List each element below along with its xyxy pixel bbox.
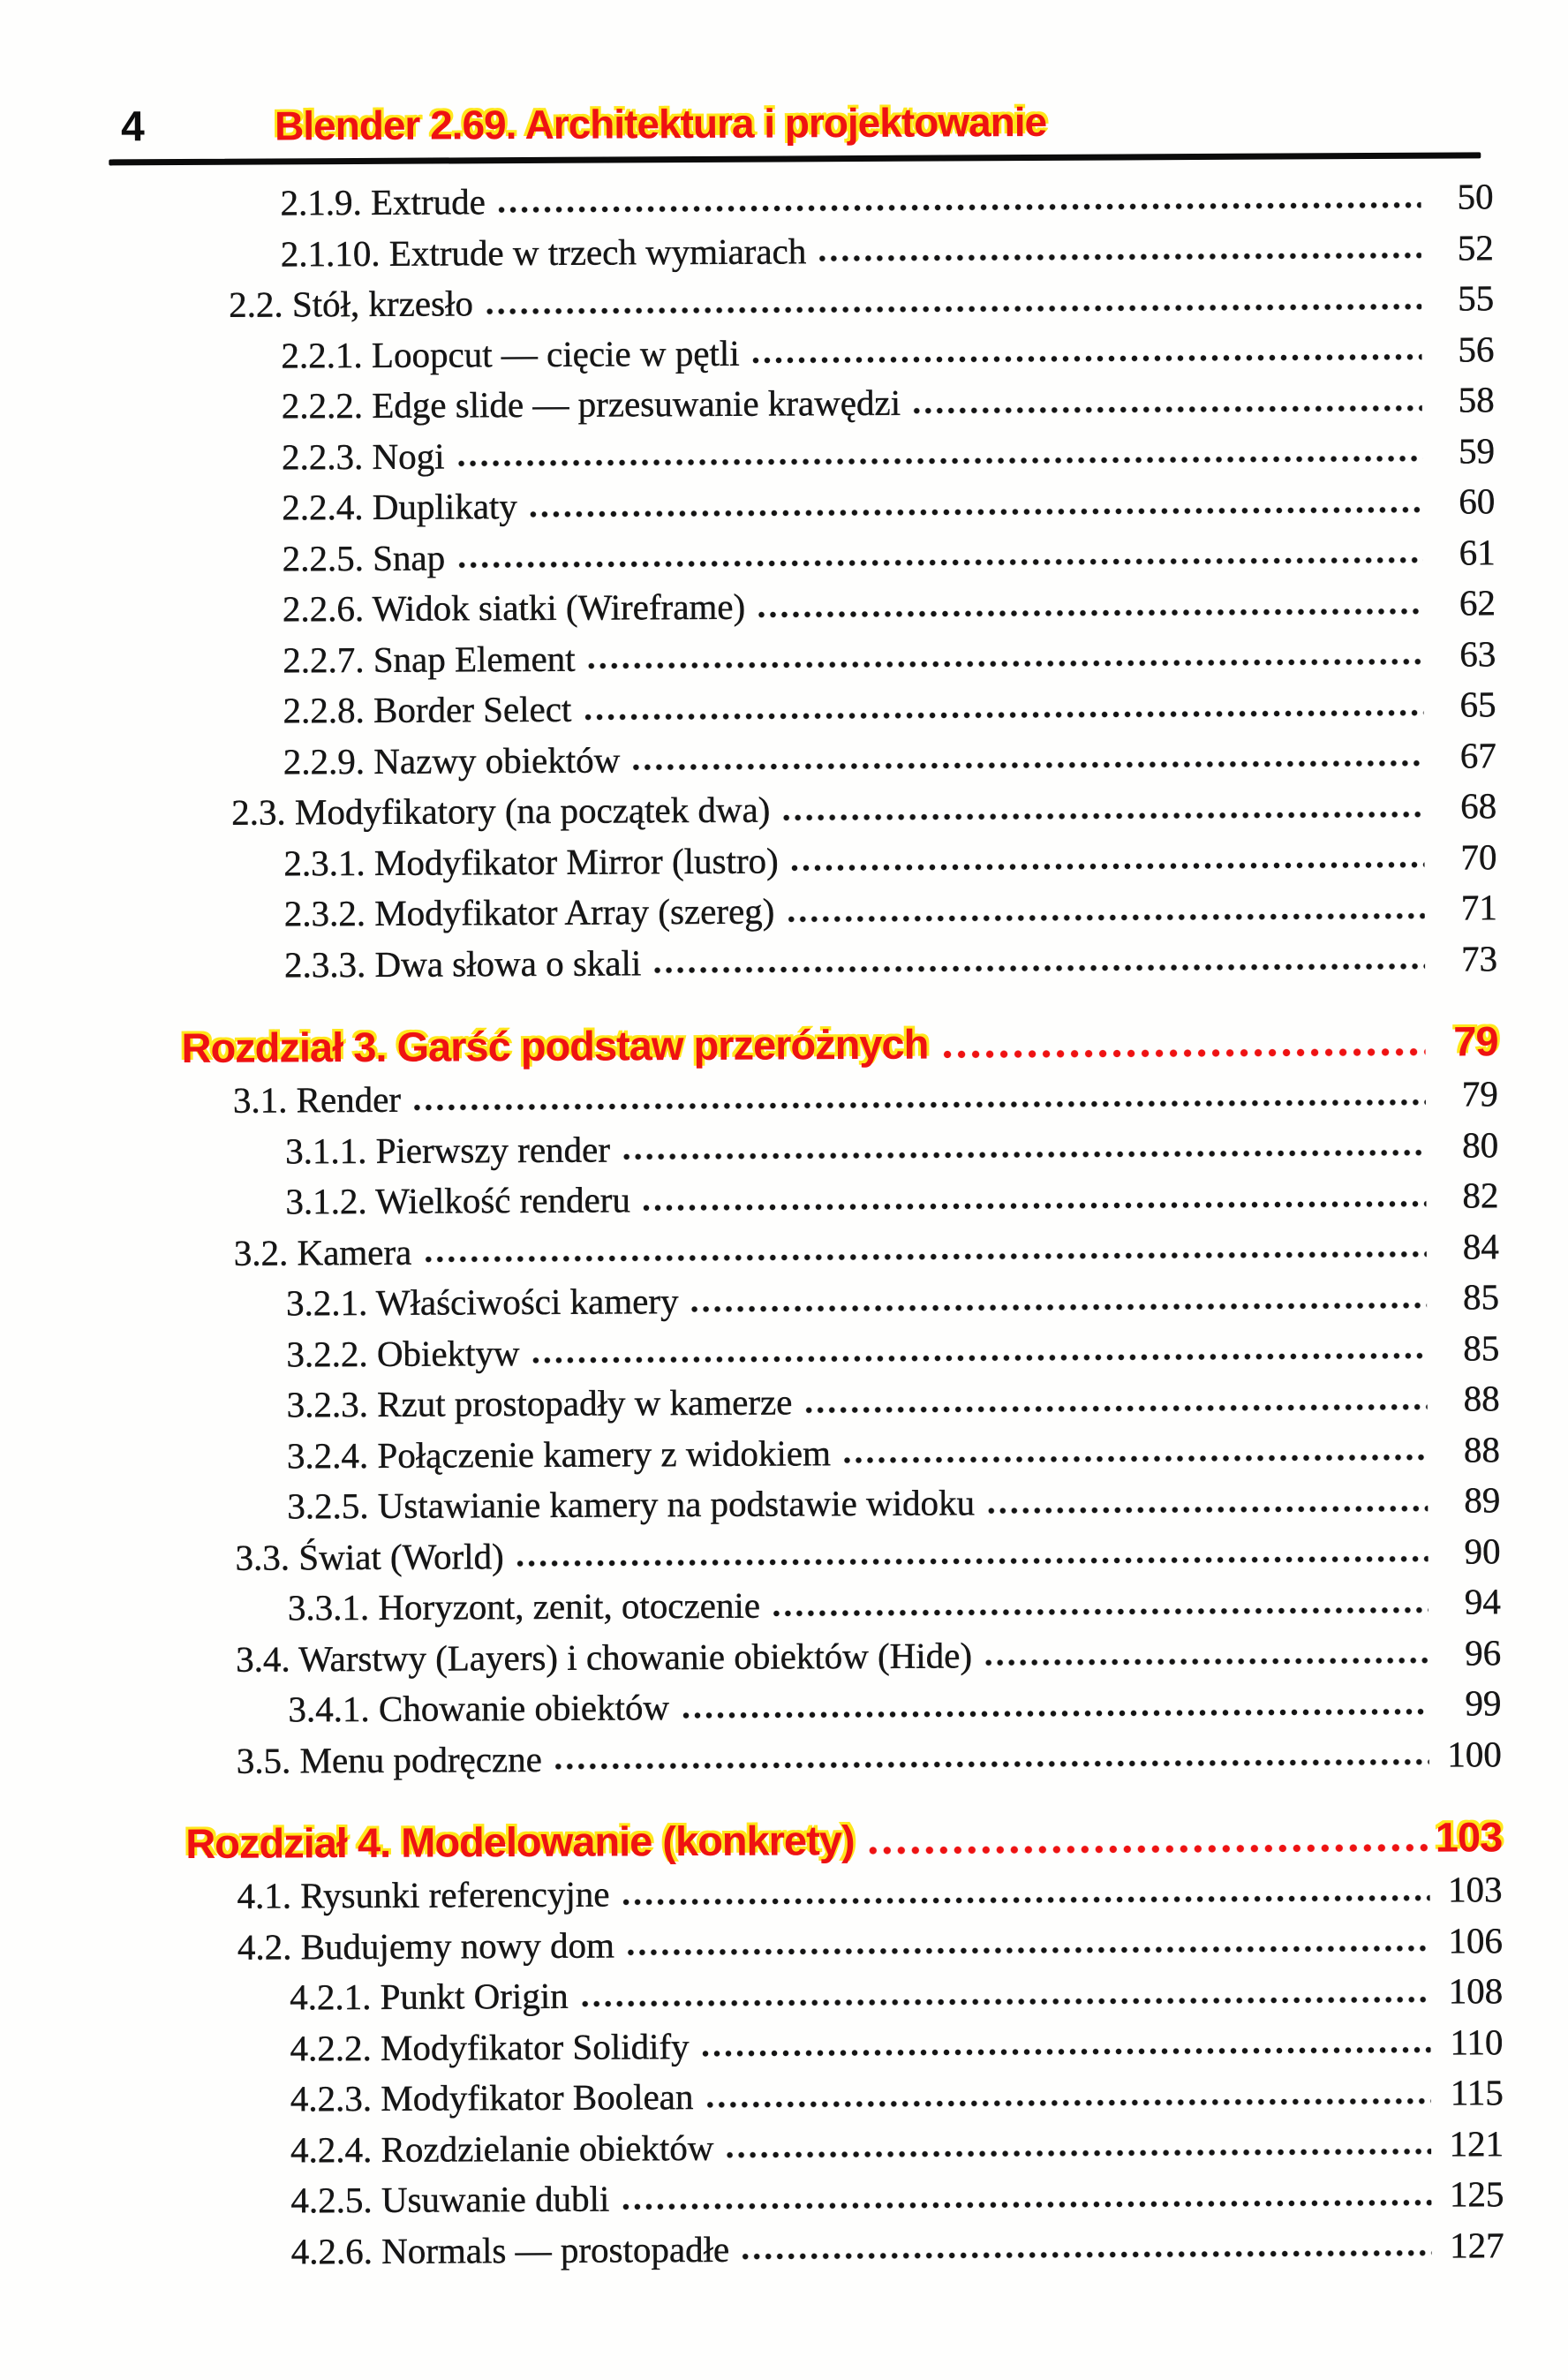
toc-entry-page: 67: [1459, 734, 1496, 775]
toc-entry-label: 3.1. Render: [232, 1078, 402, 1121]
dot-leader: [987, 1504, 1428, 1515]
dot-leader: [498, 200, 1421, 213]
toc-entry-page: 79: [1461, 1073, 1498, 1114]
dot-leader: [457, 556, 1423, 570]
toc-entry-label: 3.2.4. Połączenie kamery z widokiem: [286, 1432, 832, 1476]
toc-entry-page: 59: [1458, 429, 1496, 471]
toc-entry-page: 50: [1457, 176, 1494, 217]
toc-entry-label: 4.2.3. Modyfikator Boolean: [290, 2076, 694, 2119]
toc-entry: [4, 1678, 1501, 1736]
dot-leader: [424, 1250, 1427, 1264]
toc-entry-page: 60: [1459, 480, 1496, 522]
toc-entry: [1, 1120, 1498, 1178]
toc-entry: [0, 476, 1495, 534]
toc-entry: [6, 2067, 1504, 2126]
toc-entry-label: 3.2.3. Rzut prostopadły w kamerze: [286, 1381, 793, 1425]
dot-leader: [584, 708, 1423, 721]
toc-entry-page: 96: [1465, 1631, 1502, 1673]
toc-entry: [0, 679, 1496, 737]
toc-entry-page: 103: [1435, 1813, 1503, 1861]
toc-entry-label: 2.3. Modyfikatory (na początek dwa): [231, 789, 771, 833]
dot-leader: [413, 1098, 1426, 1111]
toc-entry-page: 55: [1458, 277, 1495, 319]
toc-entry-label: 4.1. Rysunki referencyjne: [237, 1873, 610, 1916]
toc-entry-label: 2.2.4. Duplikaty: [282, 486, 517, 528]
toc-entry-label: 2.2.8. Border Select: [283, 688, 572, 731]
toc-entry: [3, 1373, 1500, 1432]
toc-entry: [3, 1526, 1500, 1584]
toc-entry: [5, 2017, 1503, 2075]
toc-entry-page: 56: [1458, 328, 1495, 369]
toc-entry-label: 4.2.4. Rozdzielanie obiektów: [290, 2127, 714, 2170]
toc-entry-label: 2.2.3. Nogi: [281, 434, 445, 477]
toc-entry-page: 100: [1447, 1733, 1502, 1775]
toc-entry: [4, 1729, 1502, 1787]
dot-leader: [752, 353, 1422, 365]
dot-leader: [787, 911, 1424, 923]
dot-leader: [554, 1758, 1429, 1771]
toc-entry: [3, 1475, 1500, 1533]
toc-entry-label: 3.3. Świat (World): [235, 1535, 504, 1578]
toc-entry: [1, 1069, 1498, 1127]
dot-leader: [682, 1707, 1429, 1719]
toc-entry: [0, 882, 1497, 941]
dot-leader: [818, 252, 1421, 263]
toc-entry-label: 3.2. Kamera: [233, 1231, 412, 1273]
dot-leader: [486, 302, 1421, 315]
toc-entry: [0, 223, 1494, 281]
dot-leader: [532, 1352, 1428, 1364]
dot-leader: [782, 810, 1424, 821]
toc-entry-label: 4.2.1. Punkt Origin: [290, 1975, 569, 2018]
toc-entry: [0, 832, 1497, 890]
toc-entry-page: 58: [1458, 379, 1495, 420]
toc-entry-label: 4.2.6. Normals — prostopadłe: [290, 2228, 730, 2271]
toc-entry-page: 52: [1457, 226, 1494, 268]
toc-entry: [2, 1221, 1499, 1280]
toc-entry-page: 79: [1453, 1017, 1498, 1065]
dot-leader: [653, 963, 1425, 975]
toc-entry-label: 2.2.1. Loopcut — cięcie w pętli: [281, 332, 740, 375]
toc-entry-label: Rozdział 3. Garść podstaw przeróżnych: [181, 1020, 929, 1072]
table-of-contents: [0, 171, 1568, 2278]
dot-leader: [869, 1843, 1430, 1855]
toc-entry: [0, 730, 1496, 789]
toc-entry-label: 2.2.6. Widok siatki (Wireframe): [282, 586, 746, 630]
toc-entry-label: 3.4.1. Chowanie obiektów: [288, 1687, 670, 1730]
toc-entry: [2, 1272, 1499, 1330]
dot-leader: [726, 2148, 1431, 2159]
toc-entry: [3, 1424, 1500, 1483]
book-title: Blender 2.69. Architektura i projektowanie: [274, 98, 1047, 149]
toc-entry-label: 3.4. Warstwy (Layers) i chowanie obiektów (Hide): [236, 1634, 973, 1680]
dot-leader: [742, 2249, 1432, 2261]
toc-entry-label: 4.2.2. Modyfikator Solidify: [290, 2025, 690, 2068]
toc-entry: [2, 1323, 1499, 1381]
chapter-heading: [0, 1014, 1497, 1077]
toc-entry-label: 2.3.2. Modyfikator Array (szereg): [283, 890, 775, 934]
dot-leader: [627, 1945, 1430, 1957]
toc-entry-page: 89: [1464, 1479, 1501, 1521]
dot-leader: [588, 658, 1424, 670]
toc-entry-page: 106: [1448, 1919, 1503, 1961]
toc-entry-page: 84: [1462, 1225, 1499, 1266]
dot-leader: [632, 759, 1424, 772]
page-number: 4: [120, 103, 145, 151]
toc-entry-label: 3.3.1. Horyzont, zenit, otoczenie: [287, 1584, 761, 1628]
dot-leader: [530, 505, 1423, 518]
dot-leader: [984, 1657, 1429, 1667]
toc-entry-page: 125: [1449, 2173, 1504, 2215]
toc-entry-label: 2.3.3. Dwa słowa o skali: [283, 941, 642, 985]
toc-entry: [0, 781, 1496, 839]
toc-entry: [0, 426, 1495, 484]
toc-entry-page: 61: [1459, 531, 1496, 572]
toc-entry-label: 3.2.2. Obiektyw: [286, 1332, 520, 1374]
toc-entry-label: 2.2.7. Snap Element: [283, 638, 576, 680]
toc-entry-page: 62: [1459, 582, 1496, 623]
toc-entry-page: 88: [1463, 1378, 1500, 1419]
toc-entry-label: 3.2.1. Właściwości kamery: [285, 1281, 679, 1324]
toc-entry-page: 73: [1460, 937, 1498, 978]
toc-entry-page: 127: [1450, 2224, 1504, 2266]
toc-entry: [5, 1915, 1503, 1974]
toc-entry: [0, 374, 1495, 433]
toc-entry-label: 4.2. Budujemy nowy dom: [237, 1923, 615, 1968]
toc-entry: [0, 527, 1496, 586]
toc-entry-page: 82: [1462, 1175, 1499, 1216]
toc-entry-page: 80: [1462, 1123, 1499, 1165]
header-rule: [109, 152, 1481, 165]
dot-leader: [457, 455, 1423, 468]
toc-entry: [0, 933, 1497, 992]
toc-entry-label: 3.1.1. Pierwszy render: [285, 1129, 611, 1171]
dot-leader: [758, 607, 1423, 618]
dot-leader: [622, 1149, 1426, 1161]
toc-entry-label: 2.1.9. Extrude: [280, 181, 486, 223]
toc-entry-label: 3.1.2. Wielkość renderu: [285, 1179, 630, 1222]
toc-entry-page: 99: [1465, 1682, 1502, 1724]
dot-leader: [622, 1893, 1430, 1906]
toc-entry: [0, 273, 1494, 331]
toc-entry: [0, 578, 1496, 636]
toc-entry-page: 65: [1459, 684, 1496, 725]
toc-entry: [4, 1628, 1501, 1686]
toc-entry-label: 2.2.9. Nazwy obiektów: [283, 738, 621, 782]
toc-entry-page: 70: [1460, 835, 1497, 877]
toc-entry-page: 90: [1464, 1530, 1501, 1571]
toc-entry-label: Rozdział 4. Modelowanie (konkrety): [185, 1817, 855, 1868]
dot-leader: [643, 1199, 1427, 1212]
dot-leader: [843, 1454, 1428, 1464]
toc-entry-label: 2.3.1. Modyfikator Mirror (lustro): [283, 839, 779, 883]
toc-entry-label: 2.2.5. Snap: [282, 536, 446, 578]
dot-leader: [705, 2097, 1430, 2108]
dot-leader: [804, 1402, 1427, 1414]
toc-entry-page: 94: [1464, 1581, 1501, 1622]
toc-entry-page: 108: [1448, 1970, 1504, 2012]
toc-entry-page: 103: [1447, 1869, 1503, 1910]
dot-leader: [791, 861, 1425, 873]
dot-leader: [773, 1606, 1429, 1617]
toc-entry-page: 110: [1450, 2021, 1504, 2063]
toc-entry: [4, 1576, 1501, 1635]
toc-entry: [4, 1864, 1502, 1923]
toc-entry: [1, 1170, 1498, 1228]
toc-entry: [6, 2119, 1504, 2177]
chapter-heading: [4, 1810, 1502, 1872]
dot-leader: [691, 1301, 1428, 1312]
toc-entry-label: 3.2.5. Ustawianie kamery na podstawie widoku: [287, 1482, 976, 1527]
toc-entry-label: 2.2. Stół, krzesło: [229, 283, 474, 325]
dot-leader: [516, 1555, 1429, 1568]
dot-leader: [622, 2198, 1431, 2210]
dot-leader: [702, 2046, 1431, 2058]
toc-entry: [6, 2169, 1504, 2227]
toc-entry: [0, 629, 1496, 687]
toc-entry-page: 115: [1450, 2072, 1504, 2113]
toc-entry-label: 2.1.10. Extrude w trzech wymiarach: [280, 230, 807, 274]
dot-leader: [942, 1047, 1425, 1060]
toc-entry-page: 85: [1462, 1276, 1500, 1318]
toc-entry-page: 85: [1463, 1326, 1500, 1368]
toc-entry-label: 3.5. Menu podręczne: [236, 1738, 543, 1781]
toc-entry-page: 71: [1460, 887, 1497, 928]
dot-leader: [913, 404, 1422, 414]
toc-entry-page: 63: [1459, 632, 1496, 674]
toc-entry: [5, 1966, 1503, 2024]
toc-entry-label: 2.2.2. Edge slide — przesuwanie krawędzi: [281, 382, 901, 427]
toc-entry-page: 121: [1449, 2122, 1504, 2165]
toc-entry: [0, 324, 1495, 382]
dot-leader: [581, 1995, 1431, 2007]
toc-entry-label: 4.2.5. Usuwanie dubli: [290, 2178, 610, 2221]
toc-entry: [0, 171, 1494, 230]
toc-entry-page: 68: [1460, 785, 1497, 827]
toc-entry: [7, 2220, 1504, 2278]
toc-entry-page: 88: [1463, 1428, 1501, 1470]
